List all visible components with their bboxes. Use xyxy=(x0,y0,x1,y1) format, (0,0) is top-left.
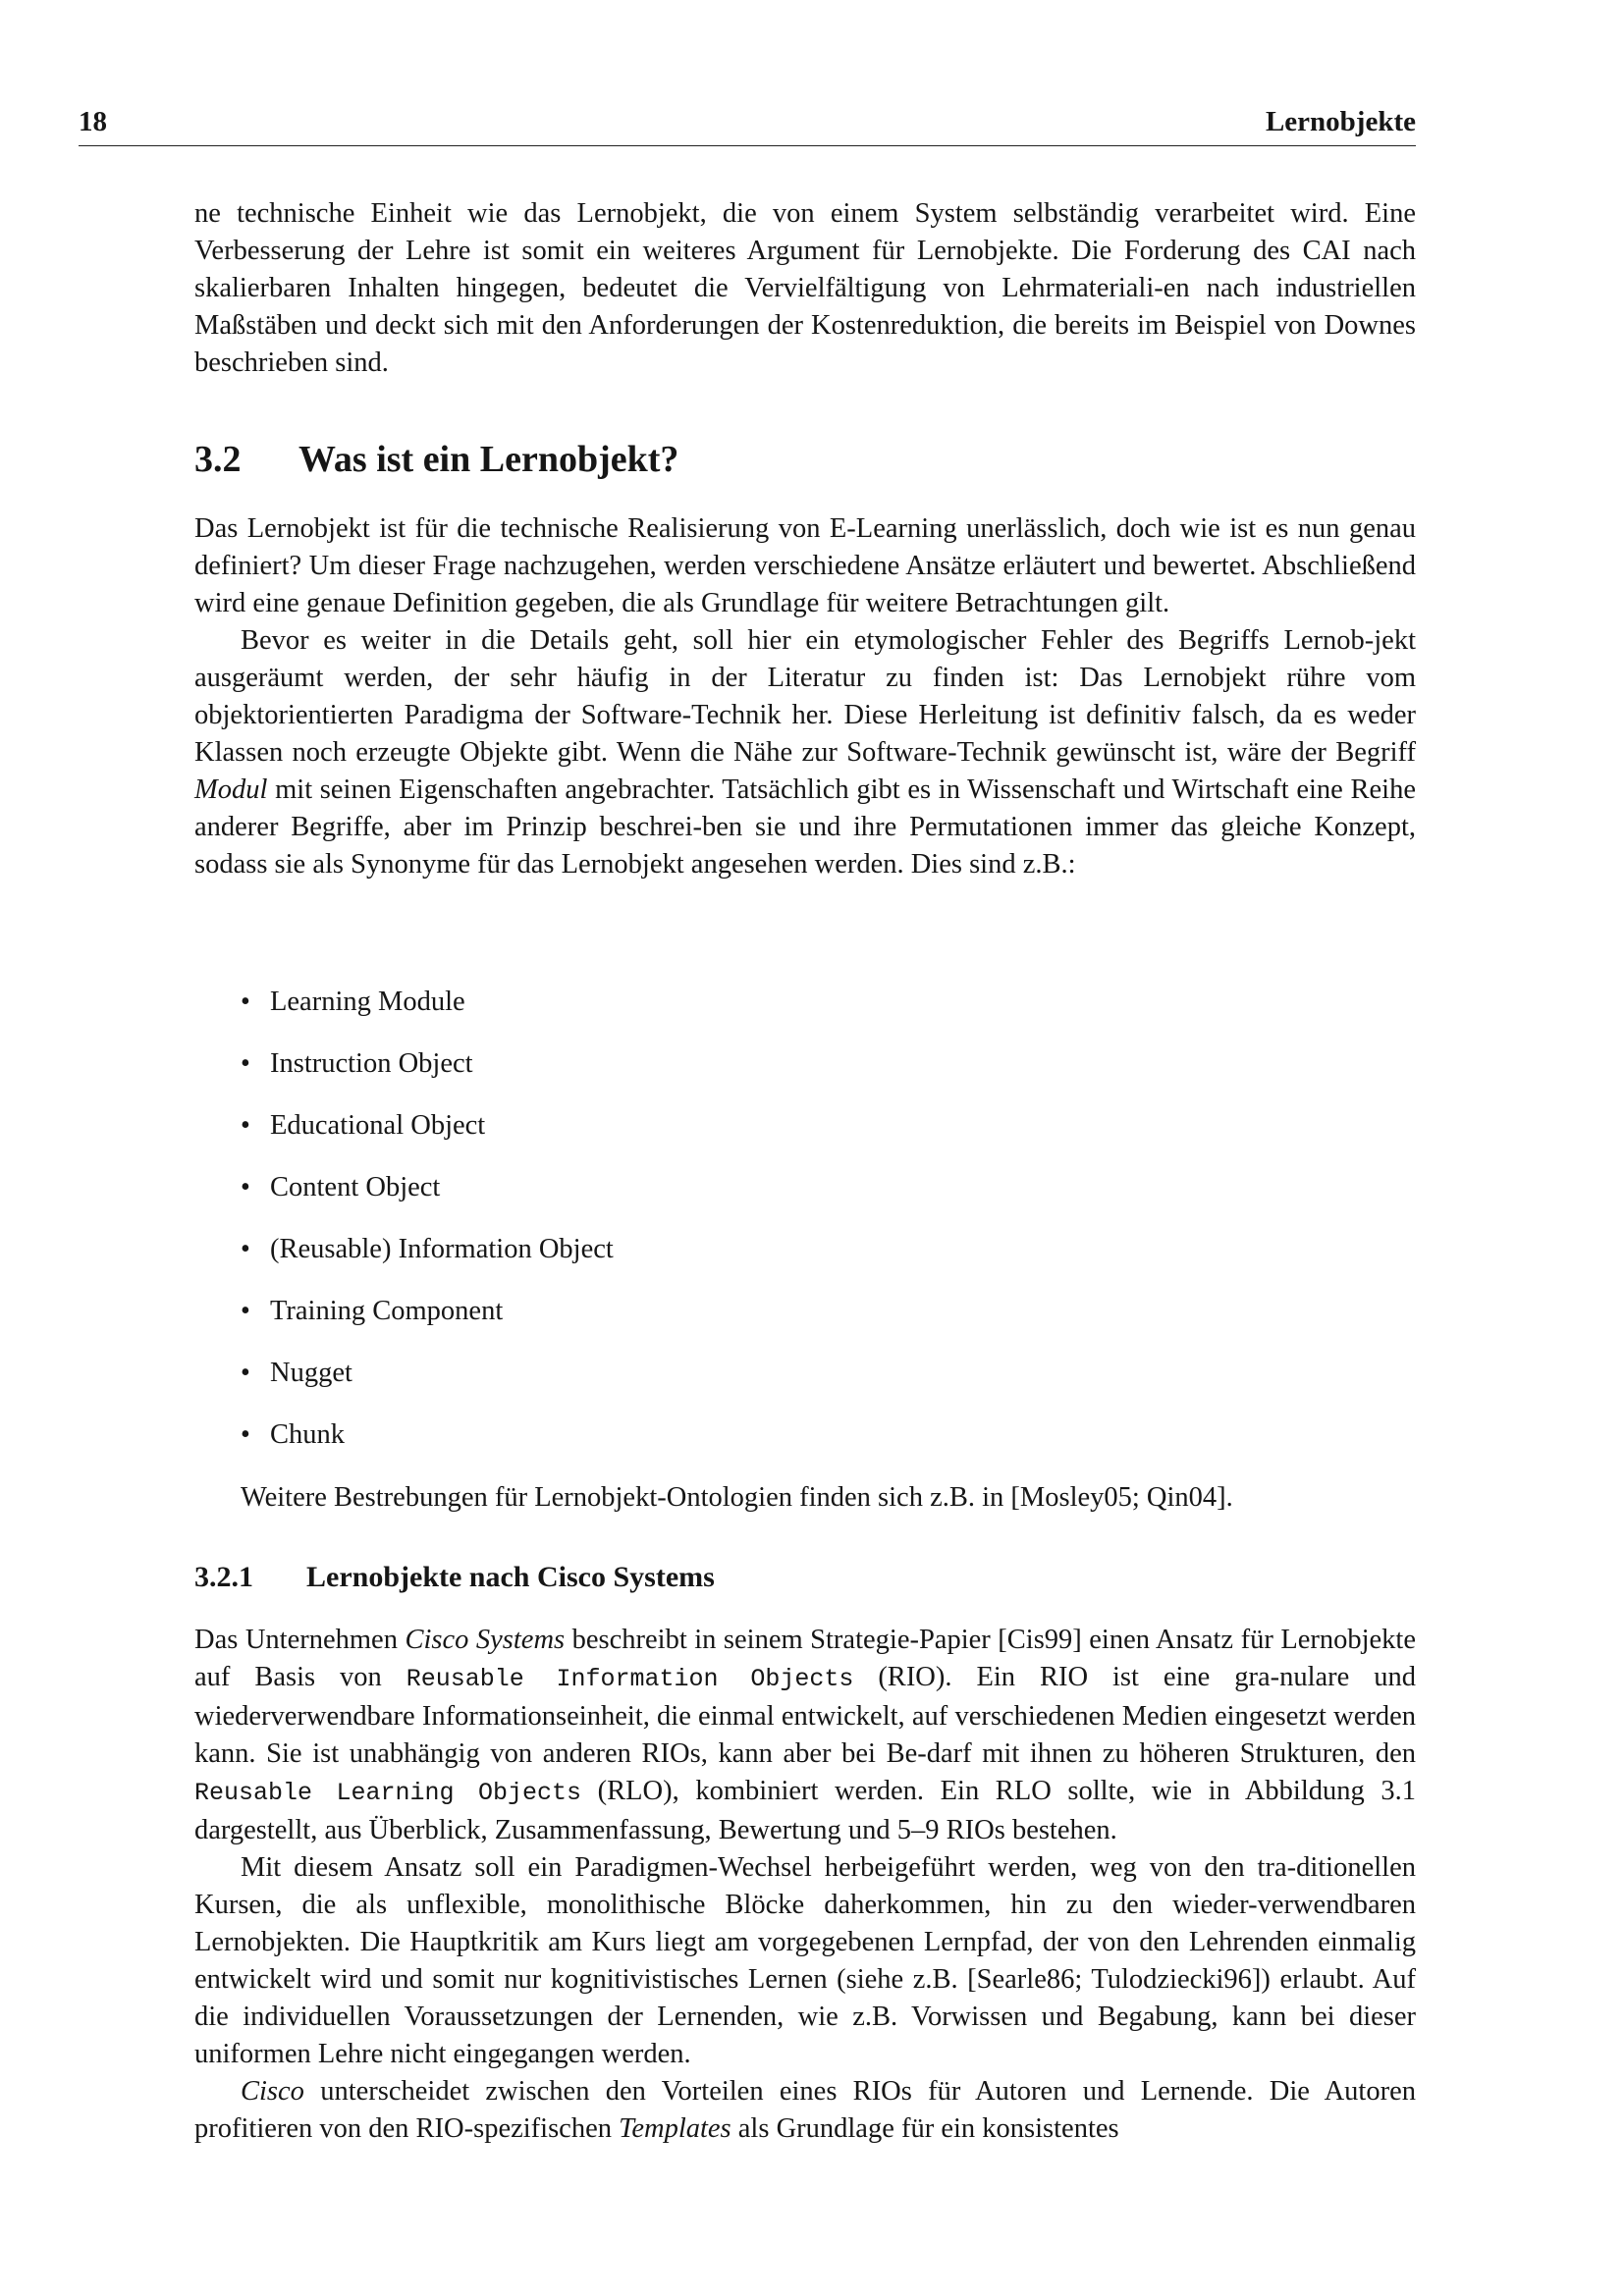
sub-p1-text-b: beschreibt in seinem Strategie-Papier [Cis99] einen Ansatz für Lernobjekte auf Basis von xyxy=(194,1625,1417,1692)
section-paragraph-2 xyxy=(194,622,1416,883)
sub-p1-text-c: (RIO). Ein RIO ist eine gra-nulare und wiederverwendbare Informationseinheit, die einmal entwickelt, auf verschiedenen Medien eingesetzt werden kann. Sie ist unabhängig von anderen RIOs, kann aber bei Be-darf mit ihnen zu höheren Strukturen, den xyxy=(194,1662,1416,1769)
list-item: • Content Object xyxy=(241,1169,614,1231)
section-title: Was ist ein Lernobjekt? xyxy=(298,439,679,480)
section-heading xyxy=(194,438,678,481)
sub-p3-text-b: als Grundlage für ein konsistentes xyxy=(731,2113,1119,2144)
section-number: 3.2 xyxy=(194,439,242,480)
section-paragraph-1: Das Lernobjekt ist für die technische Realisierung von E-Learning unerlässlich, doch wie ist es nun genau definiert? Um dieser Frage nachzugehen, werden verschiedene Ansätze erläutert und bewertet. Abschließend wird eine genaue Definition gegeben, die als Grundlage für weitere Betrachtungen gilt. xyxy=(194,513,1416,618)
sub-p1-mono-rlo: Reusable Learning Objects xyxy=(194,1779,582,1807)
after-list-paragraph: Weitere Bestrebungen für Lernobjekt-Ontologien finden sich z.B. in [Mosley05; Qin04]. xyxy=(241,1482,1233,1513)
subsection-number: 3.2.1 xyxy=(194,1561,253,1593)
subsection-paragraph-2: Mit diesem Ansatz soll ein Paradigmen-Wechsel herbeigeführt werden, weg von den tra-ditionellen Kursen, die als unflexible, monolithische Blöcke daherkommen, hin zu den wieder-verwendbaren Lernobjekten. Die Hauptkritik am Kurs liegt am vorgegebenen Lernpfad, der von den Lehrenden einmalig entwickelt wird und somit nur kognitivistisches Lernen (siehe z.B. [Searle86; Tulodziecki96]) erlaubt. Auf die individuellen Voraussetzungen der Lernenden, wie z.B. Vorwissen und Begabung, kann bei dieser uniformen Lehre nicht eingegangen werden. xyxy=(194,1852,1416,2069)
subsection-title: Lernobjekte nach Cisco Systems xyxy=(306,1561,715,1593)
subsection-paragraph-3 xyxy=(194,2073,1416,2148)
sub-p1-italic: Cisco Systems xyxy=(405,1625,566,1655)
section-paragraphs xyxy=(194,510,1416,883)
running-header xyxy=(79,106,1416,146)
running-title: Lernobjekte xyxy=(1265,106,1416,137)
list-item: • Learning Module xyxy=(241,984,614,1045)
sub-p3-italic-templates: Templates xyxy=(619,2113,731,2144)
sub-p3-italic-cisco: Cisco xyxy=(241,2076,304,2107)
list-item: • Training Component xyxy=(241,1293,614,1355)
header-rule xyxy=(79,145,1416,146)
list-item: • Educational Object xyxy=(241,1107,614,1169)
subsection-paragraphs xyxy=(194,1622,1416,2148)
list-item: • Nugget xyxy=(241,1355,614,1416)
after-list-block xyxy=(194,1479,1416,1517)
intro-paragraph: ne technische Einheit wie das Lernobjekt, die von einem System selbständig verarbeitet wird. Eine Verbesserung der Lehre ist somit ein weiteres Argument für Lernobjekte. Die Forderung des CAI nach skalierbaren Inhalten hingegen, bedeutet die Vervielfältigung von Lehrmateriali-en nach industriellen Maßstäben und deckt sich mit den Anforderungen der Kostenreduktion, die bereits im Beispiel von Downes beschrieben sind. xyxy=(194,198,1416,378)
list-item: • (Reusable) Information Object xyxy=(241,1231,614,1293)
paragraph-2-text-b: mit seinen Eigenschaften angebrachter. Tatsächlich gibt es in Wissenschaft und Wirtschaft eine Reihe anderer Begriffe, aber im Prinzip beschrei-ben sie und ihre Permutationen immer das gleiche Konzept, sodass sie als Synonyme für das Lernobjekt angesehen werden. Dies sind z.B.: xyxy=(194,774,1416,880)
paragraph-2-text-a: Bevor es weiter in die Details geht, soll hier ein etymologischer Fehler des Begriffs Lernob-jekt ausgeräumt werden, der sehr häufig in der Literatur zu finden ist: Das Lernobjekt rühre vom objektorientierten Paradigma der Software-Technik her. Diese Herleitung ist definitiv falsch, da es weder Klassen noch erzeugte Objekte gibt. Wenn die Nähe zur Software-Technik gewünscht ist, wäre der Begriff xyxy=(194,625,1416,768)
sub-p1-text-d: (RLO), kombiniert werden. Ein RLO sollte, wie in Abbildung 3.1 dargestellt, aus Überblick, Zusammenfassung, Bewertung und 5–9 RIOs bestehen. xyxy=(194,1776,1417,1845)
sub-p3-text-a: unterscheidet zwischen den Vorteilen eines RIOs für Autoren und Lernende. Die Autoren profitieren von den RIO-spezifischen xyxy=(194,2076,1416,2144)
page-number: 18 xyxy=(79,106,107,137)
sub-p1-mono-rio: Reusable Information Objects xyxy=(406,1665,854,1693)
list-item: • Chunk xyxy=(241,1416,614,1478)
subsection-paragraph-1 xyxy=(194,1622,1416,1849)
synonym-list xyxy=(241,984,614,1478)
subsection-heading xyxy=(194,1561,715,1594)
list-item: • Instruction Object xyxy=(241,1045,614,1107)
intro-paragraph-block xyxy=(194,195,1416,382)
paragraph-2-italic-term: Modul xyxy=(194,774,268,805)
sub-p1-text-a: Das Unternehmen xyxy=(194,1625,406,1655)
